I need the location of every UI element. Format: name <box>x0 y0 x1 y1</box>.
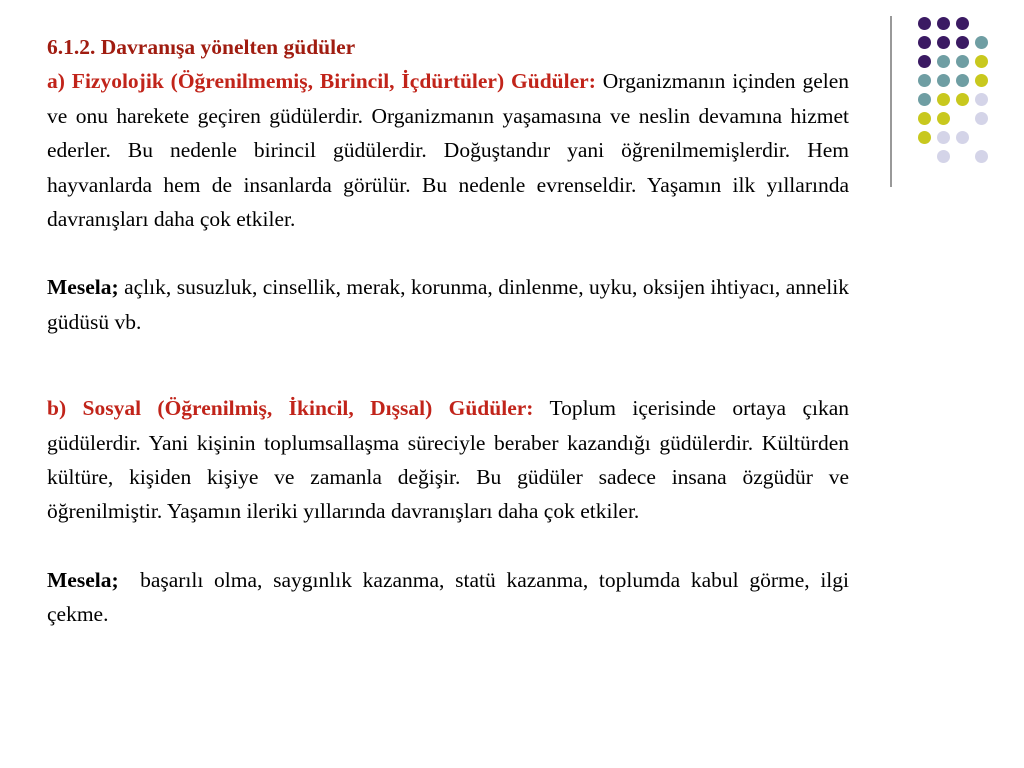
decor-dot <box>937 55 950 68</box>
decor-dot <box>956 55 969 68</box>
decor-dot <box>937 17 950 30</box>
decor-dot <box>937 131 950 144</box>
decor-dot <box>918 112 931 125</box>
decor-dot <box>937 74 950 87</box>
decor-dot <box>918 74 931 87</box>
section-b-example-label: Mesela; <box>47 567 119 592</box>
section-a-example-text: açlık, susuzluk, cinsellik, merak, korunma, dinlenme, uyku, oksijen ihtiyacı, annelik güdüsü vb. <box>47 275 849 334</box>
decor-dot <box>975 93 988 106</box>
decor-dot <box>918 36 931 49</box>
decor-dot <box>975 112 988 125</box>
section-b-body: Toplum içerisinde ortaya çıkan güdülerdir. Yani kişinin toplumsallaşma süreciyle beraber kazandığı güdülerdir. Kültürden kültüre, kişiden kişiye ve zamanla değişir. Bu güdüler sadece insana özgüdür ve öğrenilmiştir. Yaşamın ileriki yıllarında davranışları daha çok etkiler. <box>47 396 850 524</box>
section-a-heading: a) Fizyolojik (Öğrenilmemiş, Birincil, İçdürtüler) Güdüler: <box>47 69 596 94</box>
section-a-example <box>47 270 849 339</box>
decor-dot <box>956 93 969 106</box>
decorative-divider-line <box>890 16 892 187</box>
decor-dot <box>937 112 950 125</box>
decor-dot <box>937 36 950 49</box>
decor-dot <box>918 55 931 68</box>
decor-dot <box>956 74 969 87</box>
section-a-paragraph <box>47 64 849 236</box>
slide-title: 6.1.2. Davranışa yönelten güdüler <box>47 35 356 59</box>
section-a-body: Organizmanın içinden gelen ve onu harekete geçiren güdülerdir. Organizmanın yaşamasına ve neslin devamına hizmet ederler. Bu nedenle birincil güdülerdir. Doğuştandır yani öğrenilmemişlerdir. Hem hayvanlarda hem de insanlarda görülür. Bu nedenle evrenseldir. Yaşamın ilk yıllarında davranışları daha çok etkiler. <box>47 69 850 232</box>
slide-content <box>47 30 849 632</box>
section-a-example-label: Mesela; <box>47 275 119 300</box>
section-b-example-text: başarılı olma, saygınlık kazanma, statü kazanma, toplumda kabul görme, ilgi çekme. <box>47 567 850 627</box>
decor-dot <box>975 74 988 87</box>
decor-dot <box>937 93 950 106</box>
decor-dot <box>975 36 988 49</box>
section-b-paragraph <box>47 391 849 529</box>
decor-dot <box>975 150 988 163</box>
decorative-dot-grid <box>911 17 991 167</box>
decor-dot <box>975 55 988 68</box>
decor-dot <box>918 131 931 144</box>
decor-dot <box>956 17 969 30</box>
section-b-example <box>47 563 849 632</box>
decor-dot <box>918 93 931 106</box>
decor-dot <box>918 17 931 30</box>
decor-dot <box>956 131 969 144</box>
decor-dot <box>956 36 969 49</box>
section-b-heading: b) Sosyal (Öğrenilmiş, İkincil, Dışsal) Güdüler: <box>47 396 534 421</box>
decor-dot <box>937 150 950 163</box>
